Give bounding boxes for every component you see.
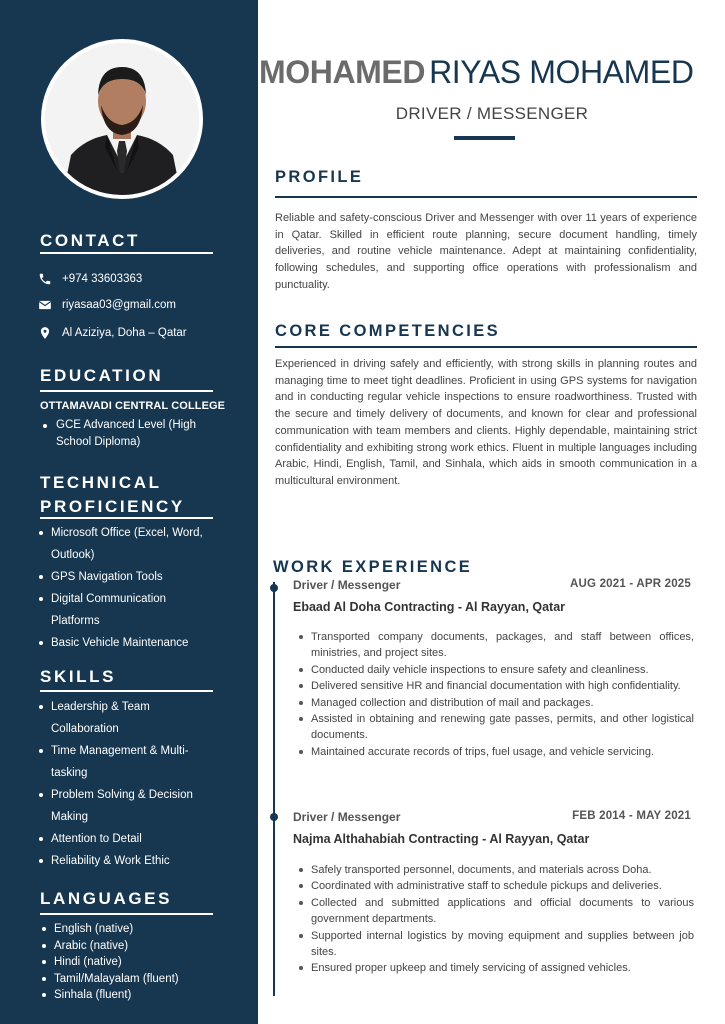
list-item: Managed collection and distribution of mail and packages. xyxy=(295,695,694,711)
education-heading: EDUCATION xyxy=(40,366,164,385)
list-item: Microsoft Office (Excel, Word, xyxy=(38,522,203,544)
profile-photo xyxy=(45,43,199,195)
person-portrait-icon xyxy=(45,43,199,195)
education-school: OTTAMAVADI CENTRAL COLLEGE xyxy=(40,400,226,412)
list-item: GPS Navigation Tools xyxy=(38,566,203,588)
email-text: riyasaa03@gmail.com xyxy=(62,299,176,311)
list-item: Basic Vehicle Maintenance xyxy=(38,632,203,654)
list-item: Coordinated with administrative staff to schedule pickups and deliveries. xyxy=(295,878,694,894)
technical-heading-line1: TECHNICAL xyxy=(40,473,162,492)
list-item: GCE Advanced Level (High School Diploma) xyxy=(38,417,208,451)
list-item: Platforms xyxy=(51,615,100,627)
list-item: tasking xyxy=(51,767,88,779)
list-item: Collaboration xyxy=(51,723,119,735)
contact-phone[interactable] xyxy=(38,272,142,286)
list-item: Safely transported personnel, documents, and materials across Doha. xyxy=(295,862,694,878)
job-company: Najma Althahabiah Contracting - Al Rayyan, Qatar xyxy=(293,832,590,846)
list-item: Attention to Detail xyxy=(38,828,193,850)
list-item: Sinhala (fluent) xyxy=(38,987,179,1004)
profile-text: Reliable and safety-conscious Driver and Messenger with over 11 years of experience in Qatar. Skilled in efficient route planning, secure document handling, timely deliveries, and routine vehicle maintenance. Adept at maintaining confidentiality, following schedules, and supporting office operations with professionalism and punctuality. xyxy=(275,212,697,291)
job-role: Driver / Messenger xyxy=(293,578,401,592)
title-underline xyxy=(454,136,515,140)
list-item: Delivered sensitive HR and financial documentation with high confidentiality. xyxy=(295,678,694,694)
list-item: Problem Solving & Decision xyxy=(38,784,193,806)
full-name xyxy=(259,54,725,91)
phone-text: +974 33603363 xyxy=(62,273,143,285)
sidebar xyxy=(0,0,258,1024)
job-bullets xyxy=(295,629,694,760)
competencies-heading: CORE COMPETENCIES xyxy=(275,322,501,340)
job-company: Ebaad Al Doha Contracting - Al Rayyan, Qatar xyxy=(293,600,566,614)
location-text: Al Aziziya, Doha – Qatar xyxy=(62,327,187,339)
experience-heading: WORK EXPERIENCE xyxy=(273,558,473,576)
contact-email[interactable] xyxy=(38,298,176,312)
list-item: Collected and submitted applications and official documents to various government departments. xyxy=(295,895,694,928)
competencies-text: Experienced in driving safely and efficiently, with strong skills in planning routes and managing time to meet tight deadlines. Proficient in using GPS systems for navigation and in conducting regular vehicle inspections to ensure roadworthiness. Trusted with the secure and timely delivery of documents, and known for clear and professional communication with team members and clients. Highly dependable, maintaining strict confidentiality and exhibiting strong work ethics. Fluent in multiple languages including Arabic, Hindi, English, Tamil, and Sinhala, which aids in smooth communication in a multicultural environment. xyxy=(275,358,697,487)
list-item: Ensured proper upkeep and timely servicing of assigned vehicles. xyxy=(295,960,694,976)
contact-location xyxy=(38,326,187,340)
job-bullets xyxy=(295,862,694,977)
list-item: Conducted daily vehicle inspections to ensure safety and cleanliness. xyxy=(295,662,694,678)
list-item: Hindi (native) xyxy=(38,954,179,971)
list-item: Time Management & Multi- xyxy=(38,740,193,762)
list-item: Digital Communication xyxy=(38,588,203,610)
list-item: Making xyxy=(51,811,89,823)
timeline-dot xyxy=(270,584,278,592)
skills-divider xyxy=(40,690,213,692)
languages-heading: LANGUAGES xyxy=(40,889,173,908)
list-item: Arabic (native) xyxy=(38,938,179,955)
location-pin-icon xyxy=(38,326,52,340)
job-title: DRIVER / MESSENGER xyxy=(395,104,589,123)
timeline-dot xyxy=(270,813,278,821)
profile-heading: PROFILE xyxy=(275,168,364,186)
technical-divider xyxy=(40,517,213,519)
skills-heading: SKILLS xyxy=(40,667,117,686)
job-dates: AUG 2021 - APR 2025 xyxy=(570,578,691,590)
profile-divider xyxy=(275,196,697,198)
list-item: Outlook) xyxy=(51,549,95,561)
competencies-divider xyxy=(275,346,697,348)
skills-list xyxy=(38,696,193,872)
contact-divider xyxy=(40,252,213,254)
list-item: Assisted in obtaining and renewing gate passes, permits, and other logistical documents. xyxy=(295,711,694,744)
list-item: Maintained accurate records of trips, fuel usage, and vehicle servicing. xyxy=(295,744,694,760)
job-dates: FEB 2014 - MAY 2021 xyxy=(572,810,691,822)
first-name: MOHAMED xyxy=(259,54,426,90)
languages-list xyxy=(38,921,179,1004)
last-name: RIYAS MOHAMED xyxy=(429,54,694,90)
list-item: English (native) xyxy=(38,921,179,938)
list-item: Leadership & Team xyxy=(38,696,193,718)
list-item: Supported internal logistics by moving equipment and supplies between job sites. xyxy=(295,928,694,961)
education-divider xyxy=(40,390,213,392)
list-item: Tamil/Malayalam (fluent) xyxy=(38,971,179,988)
technical-heading-line2: PROFICIENCY xyxy=(40,497,185,516)
list-item: Reliability & Work Ethic xyxy=(38,850,193,872)
phone-icon xyxy=(38,272,52,286)
timeline-line xyxy=(273,582,275,996)
mail-icon xyxy=(38,298,52,312)
technical-list xyxy=(38,522,203,654)
languages-divider xyxy=(40,913,213,915)
list-item: Transported company documents, packages, and staff between offices, ministries, and project sites. xyxy=(295,629,694,662)
job-role: Driver / Messenger xyxy=(293,810,401,824)
education-list xyxy=(38,417,208,451)
contact-heading: CONTACT xyxy=(40,231,141,250)
